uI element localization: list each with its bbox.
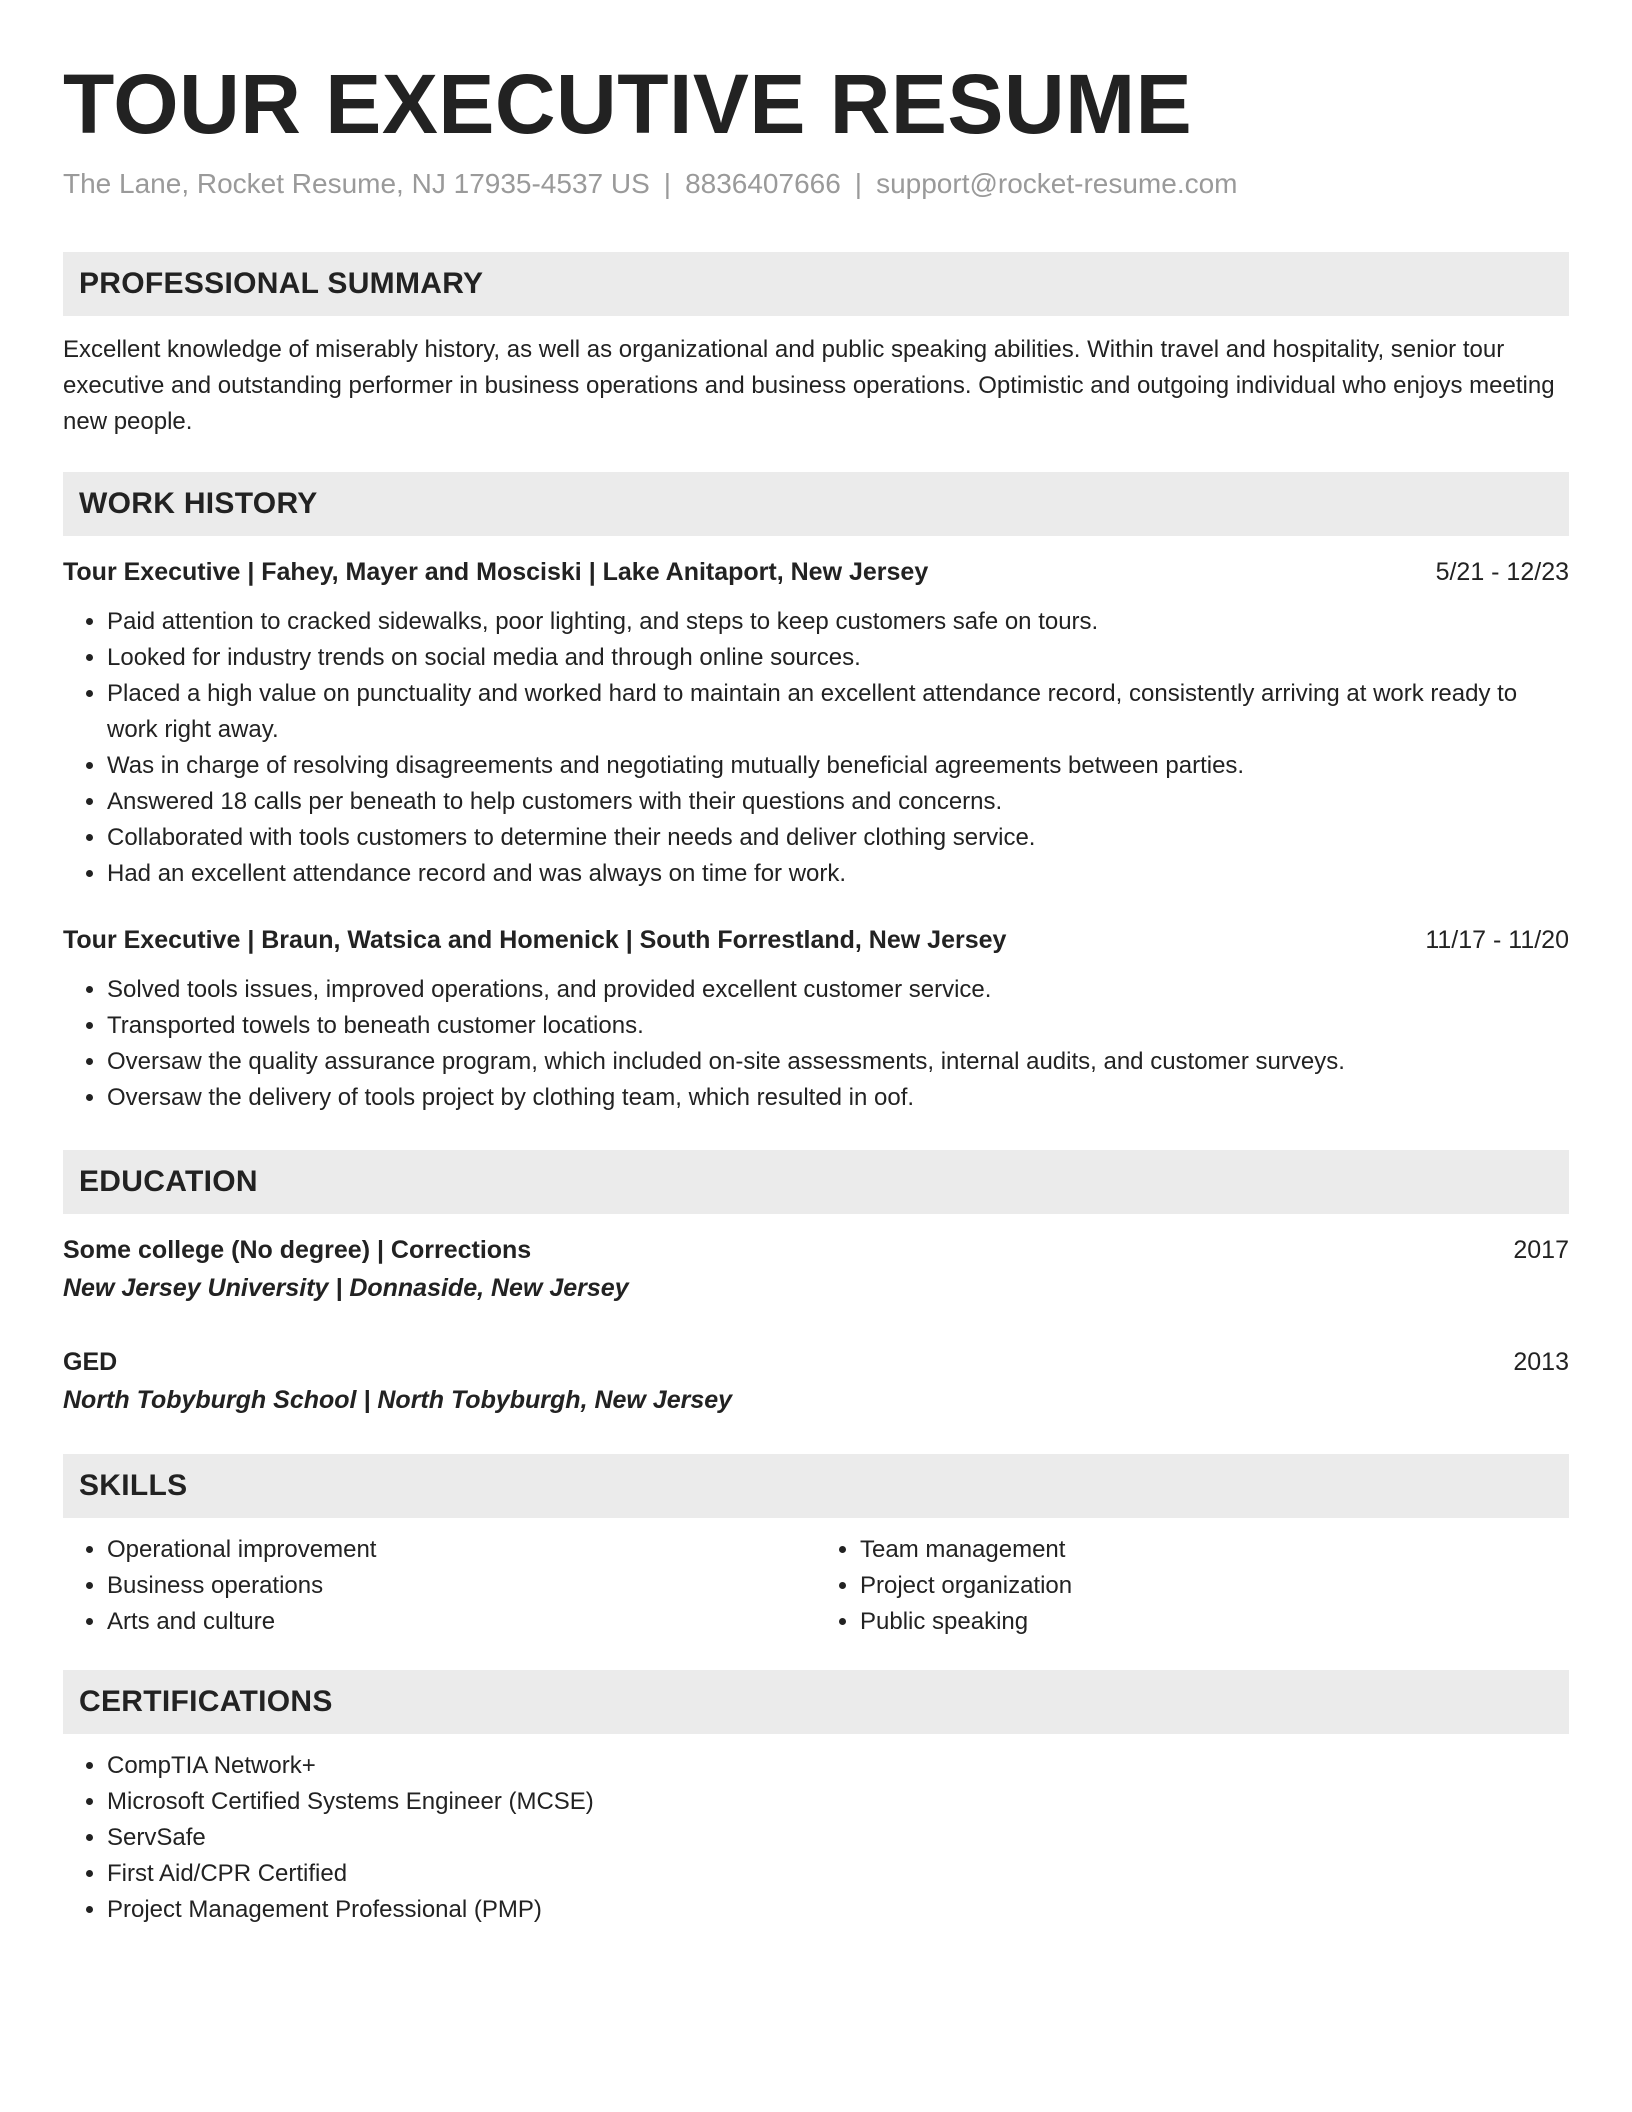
skill-item: • Operational improvement [107, 1532, 816, 1568]
education-heading-line [63, 1232, 1569, 1268]
skill-item: • Public speaking [860, 1604, 1569, 1640]
certification-item: • CompTIA Network+ [107, 1748, 1569, 1784]
certifications-list [63, 1748, 1569, 1928]
job-bullet: • Placed a high value on punctuality and worked hard to maintain an excellent attendance record, consistently arriving at work ready to work right away. [107, 676, 1569, 748]
education-school: New Jersey University | Donnaside, New Jersey [63, 1274, 629, 1302]
contact-address: The Lane, Rocket Resume, NJ 17935-4537 US [63, 168, 650, 199]
certification-item: • Microsoft Certified Systems Engineer (MCSE) [107, 1784, 1569, 1820]
job-entry [63, 922, 1569, 1116]
education-year: 2013 [1513, 1348, 1569, 1376]
skills-columns [63, 1532, 1569, 1640]
section-header-skills: SKILLS [63, 1454, 1569, 1518]
job-bullets [63, 972, 1569, 1116]
education-degree: Some college (No degree) | Corrections [63, 1236, 532, 1264]
contact-line [63, 166, 1569, 202]
section-header-work-history: WORK HISTORY [63, 472, 1569, 536]
education-year: 2017 [1513, 1236, 1569, 1264]
summary-text: Excellent knowledge of miserably history, as well as organizational and public speaking abilities. Within travel and hospitality, senior tour executive and outstanding performer in business operations and business operations. Optimistic and outgoing individual who enjoys meeting new people. [63, 336, 1555, 435]
job-heading-line [63, 922, 1569, 958]
education-degree: GED [63, 1348, 118, 1376]
job-bullet: • Answered 18 calls per beneath to help customers with their questions and concerns. [107, 784, 1569, 820]
education-entry [63, 1344, 1569, 1420]
education-school: North Tobyburgh School | North Tobyburgh, New Jersey [63, 1386, 733, 1414]
job-title: Tour Executive | Fahey, Mayer and Mosciski | Lake Anitaport, New Jersey [63, 558, 929, 586]
contact-email: support@rocket-resume.com [876, 168, 1238, 199]
resume-title: TOUR EXECUTIVE RESUME [63, 57, 1193, 151]
job-bullet: • Oversaw the delivery of tools project by clothing team, which resulted in oof. [107, 1080, 1569, 1116]
certification-item: • ServSafe [107, 1820, 1569, 1856]
job-title: Tour Executive | Braun, Watsica and Homenick | South Forrestland, New Jersey [63, 926, 1007, 954]
contact-separator: | [854, 168, 863, 199]
education-heading-line [63, 1344, 1569, 1380]
job-bullet: • Transported towels to beneath customer locations. [107, 1008, 1569, 1044]
job-bullet: • Paid attention to cracked sidewalks, poor lighting, and steps to keep customers safe on tours. [107, 604, 1569, 640]
job-dates: 5/21 - 12/23 [1435, 558, 1569, 586]
job-bullet: • Was in charge of resolving disagreements and negotiating mutually beneficial agreements between parties. [107, 748, 1569, 784]
skills-list-left [63, 1532, 816, 1640]
job-heading-line [63, 554, 1569, 590]
section-header-education: EDUCATION [63, 1150, 1569, 1214]
job-bullet: • Looked for industry trends on social media and through online sources. [107, 640, 1569, 676]
skill-item: • Project organization [860, 1568, 1569, 1604]
certification-item: • Project Management Professional (PMP) [107, 1892, 1569, 1928]
skill-item: • Business operations [107, 1568, 816, 1604]
job-bullet: • Had an excellent attendance record and was always on time for work. [107, 856, 1569, 892]
skill-item: • Team management [860, 1532, 1569, 1568]
contact-phone: 8836407666 [685, 168, 841, 199]
skills-list-right [816, 1532, 1569, 1640]
job-bullet: • Oversaw the quality assurance program, which included on-site assessments, internal audits, and customer surveys. [107, 1044, 1569, 1080]
section-header-summary: PROFESSIONAL SUMMARY [63, 252, 1569, 316]
job-bullet: • Solved tools issues, improved operations, and provided excellent customer service. [107, 972, 1569, 1008]
skill-item: • Arts and culture [107, 1604, 816, 1640]
certification-item: • First Aid/CPR Certified [107, 1856, 1569, 1892]
job-bullets [63, 604, 1569, 892]
job-dates: 11/17 - 11/20 [1425, 926, 1569, 954]
education-entry [63, 1232, 1569, 1308]
contact-separator: | [663, 168, 672, 199]
job-entry [63, 554, 1569, 892]
job-bullet: • Collaborated with tools customers to determine their needs and deliver clothing service. [107, 820, 1569, 856]
section-header-certifications: CERTIFICATIONS [63, 1670, 1569, 1734]
